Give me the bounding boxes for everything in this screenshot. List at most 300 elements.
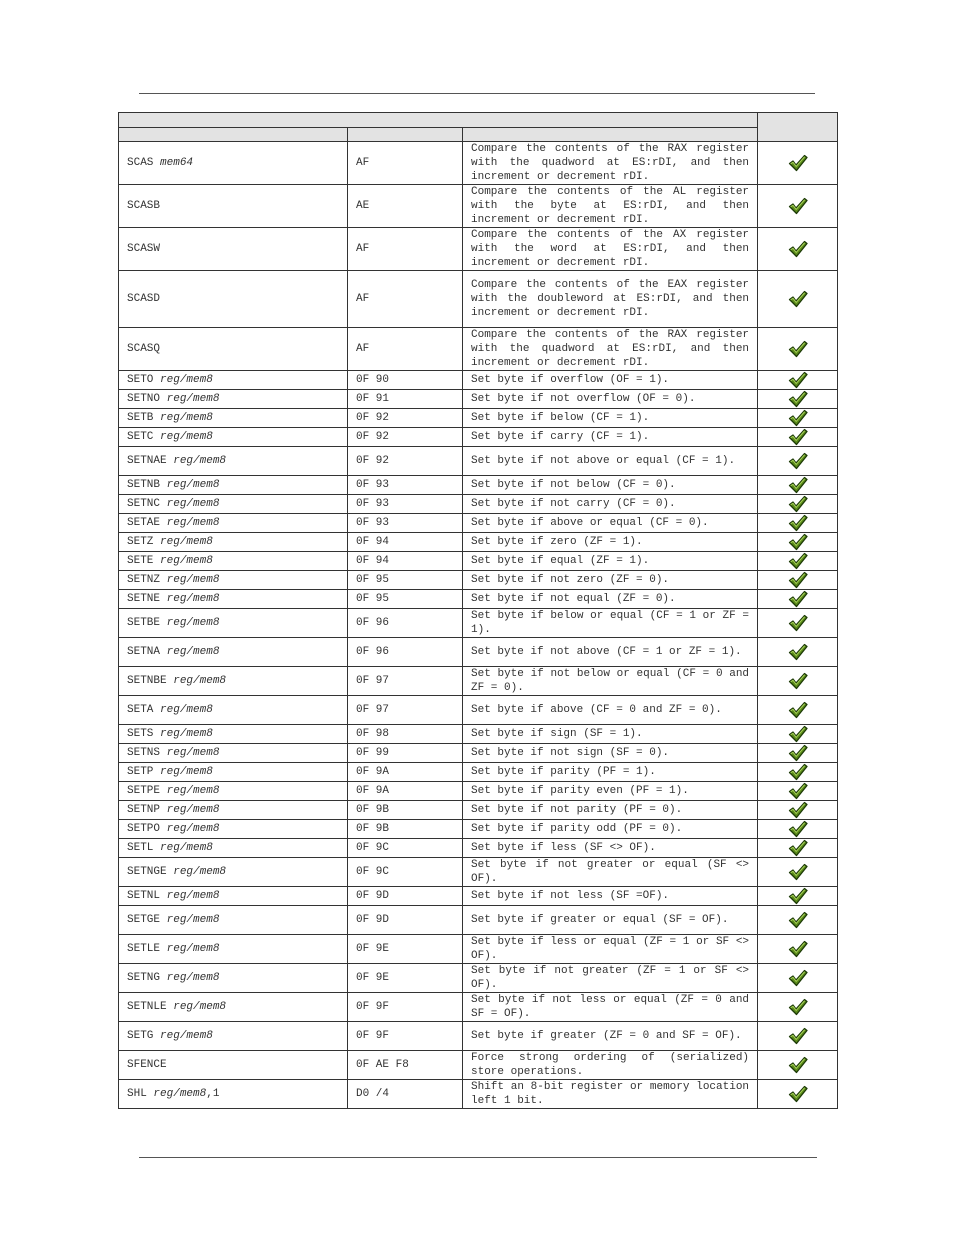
mnemonic: SETLE — [127, 943, 161, 955]
instruction-cell — [119, 964, 348, 993]
operand: reg/mem8 — [166, 479, 220, 491]
support-cell — [758, 667, 838, 696]
instruction-cell — [119, 514, 348, 533]
instruction-cell — [119, 495, 348, 514]
mnemonic: SETA — [127, 704, 154, 716]
support-cell — [758, 1080, 838, 1109]
support-cell — [758, 228, 838, 271]
description-cell: Set byte if parity odd (PF = 0). — [463, 820, 758, 839]
opcode-cell: 0F 9B — [348, 820, 463, 839]
description-cell: Compare the contents of the AX register with the word at ES:rDI, and then increment or decrement rDI. — [463, 228, 758, 271]
opcode-cell: 0F 94 — [348, 552, 463, 571]
operand: reg/mem8 — [166, 804, 220, 816]
opcode-cell: 0F 96 — [348, 638, 463, 667]
description-cell: Set byte if above or equal (CF = 0). — [463, 514, 758, 533]
opcode-cell: 0F 9D — [348, 906, 463, 935]
support-cell — [758, 590, 838, 609]
green-checkmark-icon — [788, 614, 808, 632]
opcode-cell: 0F 9C — [348, 858, 463, 887]
opcode-cell: 0F 93 — [348, 495, 463, 514]
mnemonic: SETNL — [127, 890, 161, 902]
opcode-cell: 0F 92 — [348, 428, 463, 447]
green-checkmark-icon — [788, 514, 808, 532]
table-row — [119, 533, 838, 552]
support-cell — [758, 142, 838, 185]
description-cell: Set byte if not sign (SF = 0). — [463, 744, 758, 763]
support-cell — [758, 964, 838, 993]
support-cell — [758, 271, 838, 328]
opcode-cell: 0F 9F — [348, 1022, 463, 1051]
table-row — [119, 271, 838, 328]
mnemonic: SCASW — [127, 243, 161, 255]
instruction-cell — [119, 839, 348, 858]
description-cell: Set byte if parity even (PF = 1). — [463, 782, 758, 801]
table-row — [119, 801, 838, 820]
mnemonic: SCAS — [127, 157, 154, 169]
description-cell: Set byte if not less (SF =OF). — [463, 887, 758, 906]
green-checkmark-icon — [788, 240, 808, 258]
table-row — [119, 820, 838, 839]
opcode-cell: 0F 90 — [348, 371, 463, 390]
operand: reg/mem8 — [160, 412, 213, 424]
description-cell: Shift an 8-bit register or memory location left 1 bit. — [463, 1080, 758, 1109]
instruction-cell — [119, 552, 348, 571]
instruction-cell — [119, 228, 348, 271]
mnemonic: SETBE — [127, 617, 161, 629]
mnemonic: SETGE — [127, 914, 161, 926]
operand: reg/mem8 — [166, 972, 220, 984]
support-cell — [758, 638, 838, 667]
mnemonic: SETNBE — [127, 675, 167, 687]
mnemonic: SETPO — [127, 823, 161, 835]
description-cell: Set byte if above (CF = 0 and ZF = 0). — [463, 696, 758, 725]
header-cell-support — [758, 113, 838, 142]
support-cell — [758, 495, 838, 514]
opcode-cell: 0F 91 — [348, 390, 463, 409]
mnemonic: SFENCE — [127, 1059, 167, 1071]
opcode-cell: 0F 95 — [348, 590, 463, 609]
mnemonic: SETNZ — [127, 574, 161, 586]
green-checkmark-icon — [788, 940, 808, 958]
support-cell — [758, 447, 838, 476]
description-cell: Set byte if not above (CF = 1 or ZF = 1). — [463, 638, 758, 667]
green-checkmark-icon — [788, 643, 808, 661]
green-checkmark-icon — [788, 390, 808, 408]
green-checkmark-icon — [788, 428, 808, 446]
support-cell — [758, 763, 838, 782]
operand: reg/mem8 — [173, 1001, 227, 1013]
table-row — [119, 142, 838, 185]
table-row — [119, 328, 838, 371]
support-cell — [758, 935, 838, 964]
mnemonic: SETNP — [127, 804, 161, 816]
operand: reg/mem8 — [166, 498, 220, 510]
operand: reg/mem8 — [166, 823, 220, 835]
green-checkmark-icon — [788, 744, 808, 762]
operand: reg/mem8 — [166, 914, 220, 926]
opcode-cell: 0F 96 — [348, 609, 463, 638]
instruction-cell — [119, 390, 348, 409]
table-row — [119, 571, 838, 590]
table-row — [119, 609, 838, 638]
opcode-cell: 0F AE F8 — [348, 1051, 463, 1080]
green-checkmark-icon — [788, 998, 808, 1016]
opcode-cell: 0F 94 — [348, 533, 463, 552]
opcode-cell: 0F 92 — [348, 409, 463, 428]
opcode-cell: 0F 97 — [348, 667, 463, 696]
header-cell-description — [463, 128, 758, 142]
mnemonic: SETP — [127, 766, 154, 778]
table-row — [119, 993, 838, 1022]
instruction-cell — [119, 993, 348, 1022]
mnemonic: SETNLE — [127, 1001, 167, 1013]
mnemonic: SCASQ — [127, 343, 161, 355]
header-cell-opcode — [348, 128, 463, 142]
table-row — [119, 1080, 838, 1109]
description-cell: Compare the contents of the RAX register with the quadword at ES:rDI, and then increment or decrement rDI. — [463, 142, 758, 185]
green-checkmark-icon — [788, 701, 808, 719]
green-checkmark-icon — [788, 725, 808, 743]
green-checkmark-icon — [788, 863, 808, 881]
description-cell: Compare the contents of the EAX register with the doubleword at ES:rDI, and then increment or decrement rDI. — [463, 271, 758, 328]
support-cell — [758, 533, 838, 552]
table-row — [119, 638, 838, 667]
green-checkmark-icon — [788, 969, 808, 987]
green-checkmark-icon — [788, 782, 808, 800]
instruction-cell — [119, 1080, 348, 1109]
green-checkmark-icon — [788, 197, 808, 215]
opcode-cell: 0F 9B — [348, 801, 463, 820]
opcode-cell: 0F 9E — [348, 964, 463, 993]
description-cell: Set byte if not greater (ZF = 1 or SF <> OF). — [463, 964, 758, 993]
instruction-cell — [119, 328, 348, 371]
support-cell — [758, 328, 838, 371]
table-row — [119, 839, 838, 858]
instruction-cell — [119, 476, 348, 495]
instruction-cell — [119, 1022, 348, 1051]
description-cell: Set byte if not overflow (OF = 0). — [463, 390, 758, 409]
mnemonic: SETO — [127, 374, 154, 386]
green-checkmark-icon — [788, 887, 808, 905]
support-cell — [758, 609, 838, 638]
table-row — [119, 390, 838, 409]
operand: reg/mem8 — [166, 574, 220, 586]
operand: reg/mem8 — [166, 593, 220, 605]
instruction-cell — [119, 820, 348, 839]
table-row — [119, 590, 838, 609]
table-row — [119, 1051, 838, 1080]
opcode-cell: 0F 9A — [348, 782, 463, 801]
support-cell — [758, 820, 838, 839]
green-checkmark-icon — [788, 1085, 808, 1103]
table-row — [119, 744, 838, 763]
instruction-cell — [119, 906, 348, 935]
description-cell: Compare the contents of the AL register with the byte at ES:rDI, and then increment or decrement rDI. — [463, 185, 758, 228]
mnemonic: SCASD — [127, 293, 161, 305]
support-cell — [758, 725, 838, 744]
mnemonic: SETNS — [127, 747, 161, 759]
mnemonic: SETNE — [127, 593, 161, 605]
opcode-cell: 0F 9A — [348, 763, 463, 782]
description-cell: Set byte if greater or equal (SF = OF). — [463, 906, 758, 935]
green-checkmark-icon — [788, 290, 808, 308]
green-checkmark-icon — [788, 371, 808, 389]
mnemonic: SETNC — [127, 498, 161, 510]
green-checkmark-icon — [788, 839, 808, 857]
description-cell: Set byte if not above or equal (CF = 1). — [463, 447, 758, 476]
support-cell — [758, 409, 838, 428]
table-row — [119, 906, 838, 935]
support-cell — [758, 887, 838, 906]
support-cell — [758, 371, 838, 390]
support-cell — [758, 571, 838, 590]
support-cell — [758, 839, 838, 858]
table-row — [119, 552, 838, 571]
instruction-table — [118, 112, 838, 1109]
table-row — [119, 447, 838, 476]
table-header-row-1 — [119, 113, 838, 128]
opcode-cell: 0F 93 — [348, 514, 463, 533]
operand: reg/mem8 — [160, 842, 213, 854]
mnemonic: SETNO — [127, 393, 161, 405]
opcode-cell: 0F 95 — [348, 571, 463, 590]
mnemonic: SETNAE — [127, 455, 167, 467]
opcode-cell: AF — [348, 328, 463, 371]
green-checkmark-icon — [788, 154, 808, 172]
table-header-row-2 — [119, 128, 838, 142]
description-cell: Set byte if not zero (ZF = 0). — [463, 571, 758, 590]
green-checkmark-icon — [788, 552, 808, 570]
green-checkmark-icon — [788, 820, 808, 838]
opcode-cell: 0F 99 — [348, 744, 463, 763]
support-cell — [758, 476, 838, 495]
instruction-cell — [119, 533, 348, 552]
description-cell: Compare the contents of the RAX register with the quadword at ES:rDI, and then increment or decrement rDI. — [463, 328, 758, 371]
instruction-cell — [119, 590, 348, 609]
bottom-rule — [139, 1157, 817, 1158]
operand: reg/mem8 — [160, 704, 213, 716]
table-row — [119, 185, 838, 228]
mnemonic: SETC — [127, 431, 154, 443]
operand: reg/mem8 — [166, 517, 220, 529]
opcode-cell: AF — [348, 228, 463, 271]
mnemonic: SETNA — [127, 646, 161, 658]
table-row — [119, 1022, 838, 1051]
header-cell-mnemonic — [119, 128, 348, 142]
mnemonic: SETPE — [127, 785, 161, 797]
opcode-cell: 0F 98 — [348, 725, 463, 744]
mnemonic: SETNG — [127, 972, 161, 984]
table-row — [119, 696, 838, 725]
opcode-cell: 0F 97 — [348, 696, 463, 725]
instruction-cell — [119, 271, 348, 328]
instruction-cell — [119, 447, 348, 476]
table-row — [119, 409, 838, 428]
green-checkmark-icon — [788, 911, 808, 929]
green-checkmark-icon — [788, 340, 808, 358]
mnemonic: SETAE — [127, 517, 161, 529]
description-cell: Set byte if carry (CF = 1). — [463, 428, 758, 447]
operand: mem64 — [160, 157, 194, 169]
mnemonic: SETG — [127, 1030, 154, 1042]
instruction-cell — [119, 763, 348, 782]
table-row — [119, 667, 838, 696]
operand: reg/mem8 — [166, 646, 220, 658]
green-checkmark-icon — [788, 590, 808, 608]
support-cell — [758, 552, 838, 571]
table-row — [119, 964, 838, 993]
description-cell: Set byte if below (CF = 1). — [463, 409, 758, 428]
green-checkmark-icon — [788, 571, 808, 589]
support-cell — [758, 390, 838, 409]
instruction-cell — [119, 1051, 348, 1080]
green-checkmark-icon — [788, 1027, 808, 1045]
description-cell: Set byte if not equal (ZF = 0). — [463, 590, 758, 609]
operand-suffix: ,1 — [206, 1088, 220, 1100]
instruction-cell — [119, 801, 348, 820]
description-cell: Set byte if equal (ZF = 1). — [463, 552, 758, 571]
support-cell — [758, 993, 838, 1022]
description-cell: Set byte if not carry (CF = 0). — [463, 495, 758, 514]
description-cell: Set byte if parity (PF = 1). — [463, 763, 758, 782]
mnemonic: SETNB — [127, 479, 161, 491]
description-cell: Set byte if not below (CF = 0). — [463, 476, 758, 495]
opcode-cell: D0 /4 — [348, 1080, 463, 1109]
table-row — [119, 725, 838, 744]
mnemonic: SCASB — [127, 200, 161, 212]
opcode-cell: 0F 9C — [348, 839, 463, 858]
green-checkmark-icon — [788, 1056, 808, 1074]
description-cell: Set byte if not below or equal (CF = 0 and ZF = 0). — [463, 667, 758, 696]
mnemonic: SHL — [127, 1088, 147, 1100]
mnemonic: SETZ — [127, 536, 154, 548]
support-cell — [758, 514, 838, 533]
description-cell: Set byte if zero (ZF = 1). — [463, 533, 758, 552]
operand: reg/mem8 — [160, 1030, 213, 1042]
operand: reg/mem8 — [160, 431, 213, 443]
table-row — [119, 514, 838, 533]
support-cell — [758, 744, 838, 763]
description-cell: Set byte if sign (SF = 1). — [463, 725, 758, 744]
description-cell: Set byte if not greater or equal (SF <> OF). — [463, 858, 758, 887]
operand: reg/mem8 — [160, 555, 213, 567]
instruction-cell — [119, 185, 348, 228]
table-row — [119, 782, 838, 801]
green-checkmark-icon — [788, 801, 808, 819]
description-cell: Set byte if below or equal (CF = 1 or ZF = 1). — [463, 609, 758, 638]
operand: reg/mem8 — [166, 747, 220, 759]
mnemonic: SETB — [127, 412, 154, 424]
instruction-cell — [119, 696, 348, 725]
instruction-cell — [119, 142, 348, 185]
green-checkmark-icon — [788, 495, 808, 513]
instruction-cell — [119, 638, 348, 667]
instruction-cell — [119, 571, 348, 590]
instruction-cell — [119, 935, 348, 964]
operand: reg/mem8 — [153, 1088, 207, 1100]
support-cell — [758, 1051, 838, 1080]
operand: reg/mem8 — [166, 943, 220, 955]
instruction-cell — [119, 725, 348, 744]
table-row — [119, 495, 838, 514]
mnemonic: SETNGE — [127, 866, 167, 878]
operand: reg/mem8 — [160, 536, 213, 548]
instruction-cell — [119, 858, 348, 887]
instruction-cell — [119, 782, 348, 801]
description-cell: Set byte if greater (ZF = 0 and SF = OF). — [463, 1022, 758, 1051]
description-cell: Set byte if less (SF <> OF). — [463, 839, 758, 858]
instruction-cell — [119, 371, 348, 390]
instruction-cell — [119, 428, 348, 447]
opcode-cell: 0F 9D — [348, 887, 463, 906]
mnemonic: SETE — [127, 555, 154, 567]
operand: reg/mem8 — [166, 393, 220, 405]
instruction-cell — [119, 409, 348, 428]
description-cell: Force strong ordering of (serialized) store operations. — [463, 1051, 758, 1080]
operand: reg/mem8 — [160, 766, 213, 778]
green-checkmark-icon — [788, 533, 808, 551]
operand: reg/mem8 — [166, 785, 220, 797]
operand: reg/mem8 — [173, 675, 227, 687]
support-cell — [758, 858, 838, 887]
table-row — [119, 858, 838, 887]
table-row — [119, 763, 838, 782]
instruction-cell — [119, 744, 348, 763]
top-rule — [139, 93, 815, 94]
operand: reg/mem8 — [173, 455, 227, 467]
operand: reg/mem8 — [160, 374, 213, 386]
mnemonic: SETS — [127, 728, 154, 740]
opcode-cell: 0F 9E — [348, 935, 463, 964]
support-cell — [758, 428, 838, 447]
operand: reg/mem8 — [166, 890, 220, 902]
table-row — [119, 371, 838, 390]
green-checkmark-icon — [788, 672, 808, 690]
description-cell: Set byte if not less or equal (ZF = 0 and SF = OF). — [463, 993, 758, 1022]
support-cell — [758, 696, 838, 725]
table-row — [119, 428, 838, 447]
green-checkmark-icon — [788, 476, 808, 494]
description-cell: Set byte if overflow (OF = 1). — [463, 371, 758, 390]
table-row — [119, 887, 838, 906]
opcode-cell: 0F 92 — [348, 447, 463, 476]
support-cell — [758, 782, 838, 801]
opcode-cell: 0F 93 — [348, 476, 463, 495]
support-cell — [758, 185, 838, 228]
support-cell — [758, 1022, 838, 1051]
instruction-cell — [119, 667, 348, 696]
description-cell: Set byte if not parity (PF = 0). — [463, 801, 758, 820]
header-cell-group — [119, 113, 758, 128]
operand: reg/mem8 — [160, 728, 213, 740]
table-row — [119, 476, 838, 495]
green-checkmark-icon — [788, 409, 808, 427]
operand: reg/mem8 — [173, 866, 227, 878]
operand: reg/mem8 — [166, 617, 220, 629]
support-cell — [758, 906, 838, 935]
opcode-cell: 0F 9F — [348, 993, 463, 1022]
opcode-cell: AF — [348, 142, 463, 185]
opcode-cell: AE — [348, 185, 463, 228]
instruction-cell — [119, 887, 348, 906]
instruction-cell — [119, 609, 348, 638]
table-row — [119, 935, 838, 964]
support-cell — [758, 801, 838, 820]
description-cell: Set byte if less or equal (ZF = 1 or SF <> OF). — [463, 935, 758, 964]
opcode-cell: AF — [348, 271, 463, 328]
green-checkmark-icon — [788, 452, 808, 470]
mnemonic: SETL — [127, 842, 154, 854]
